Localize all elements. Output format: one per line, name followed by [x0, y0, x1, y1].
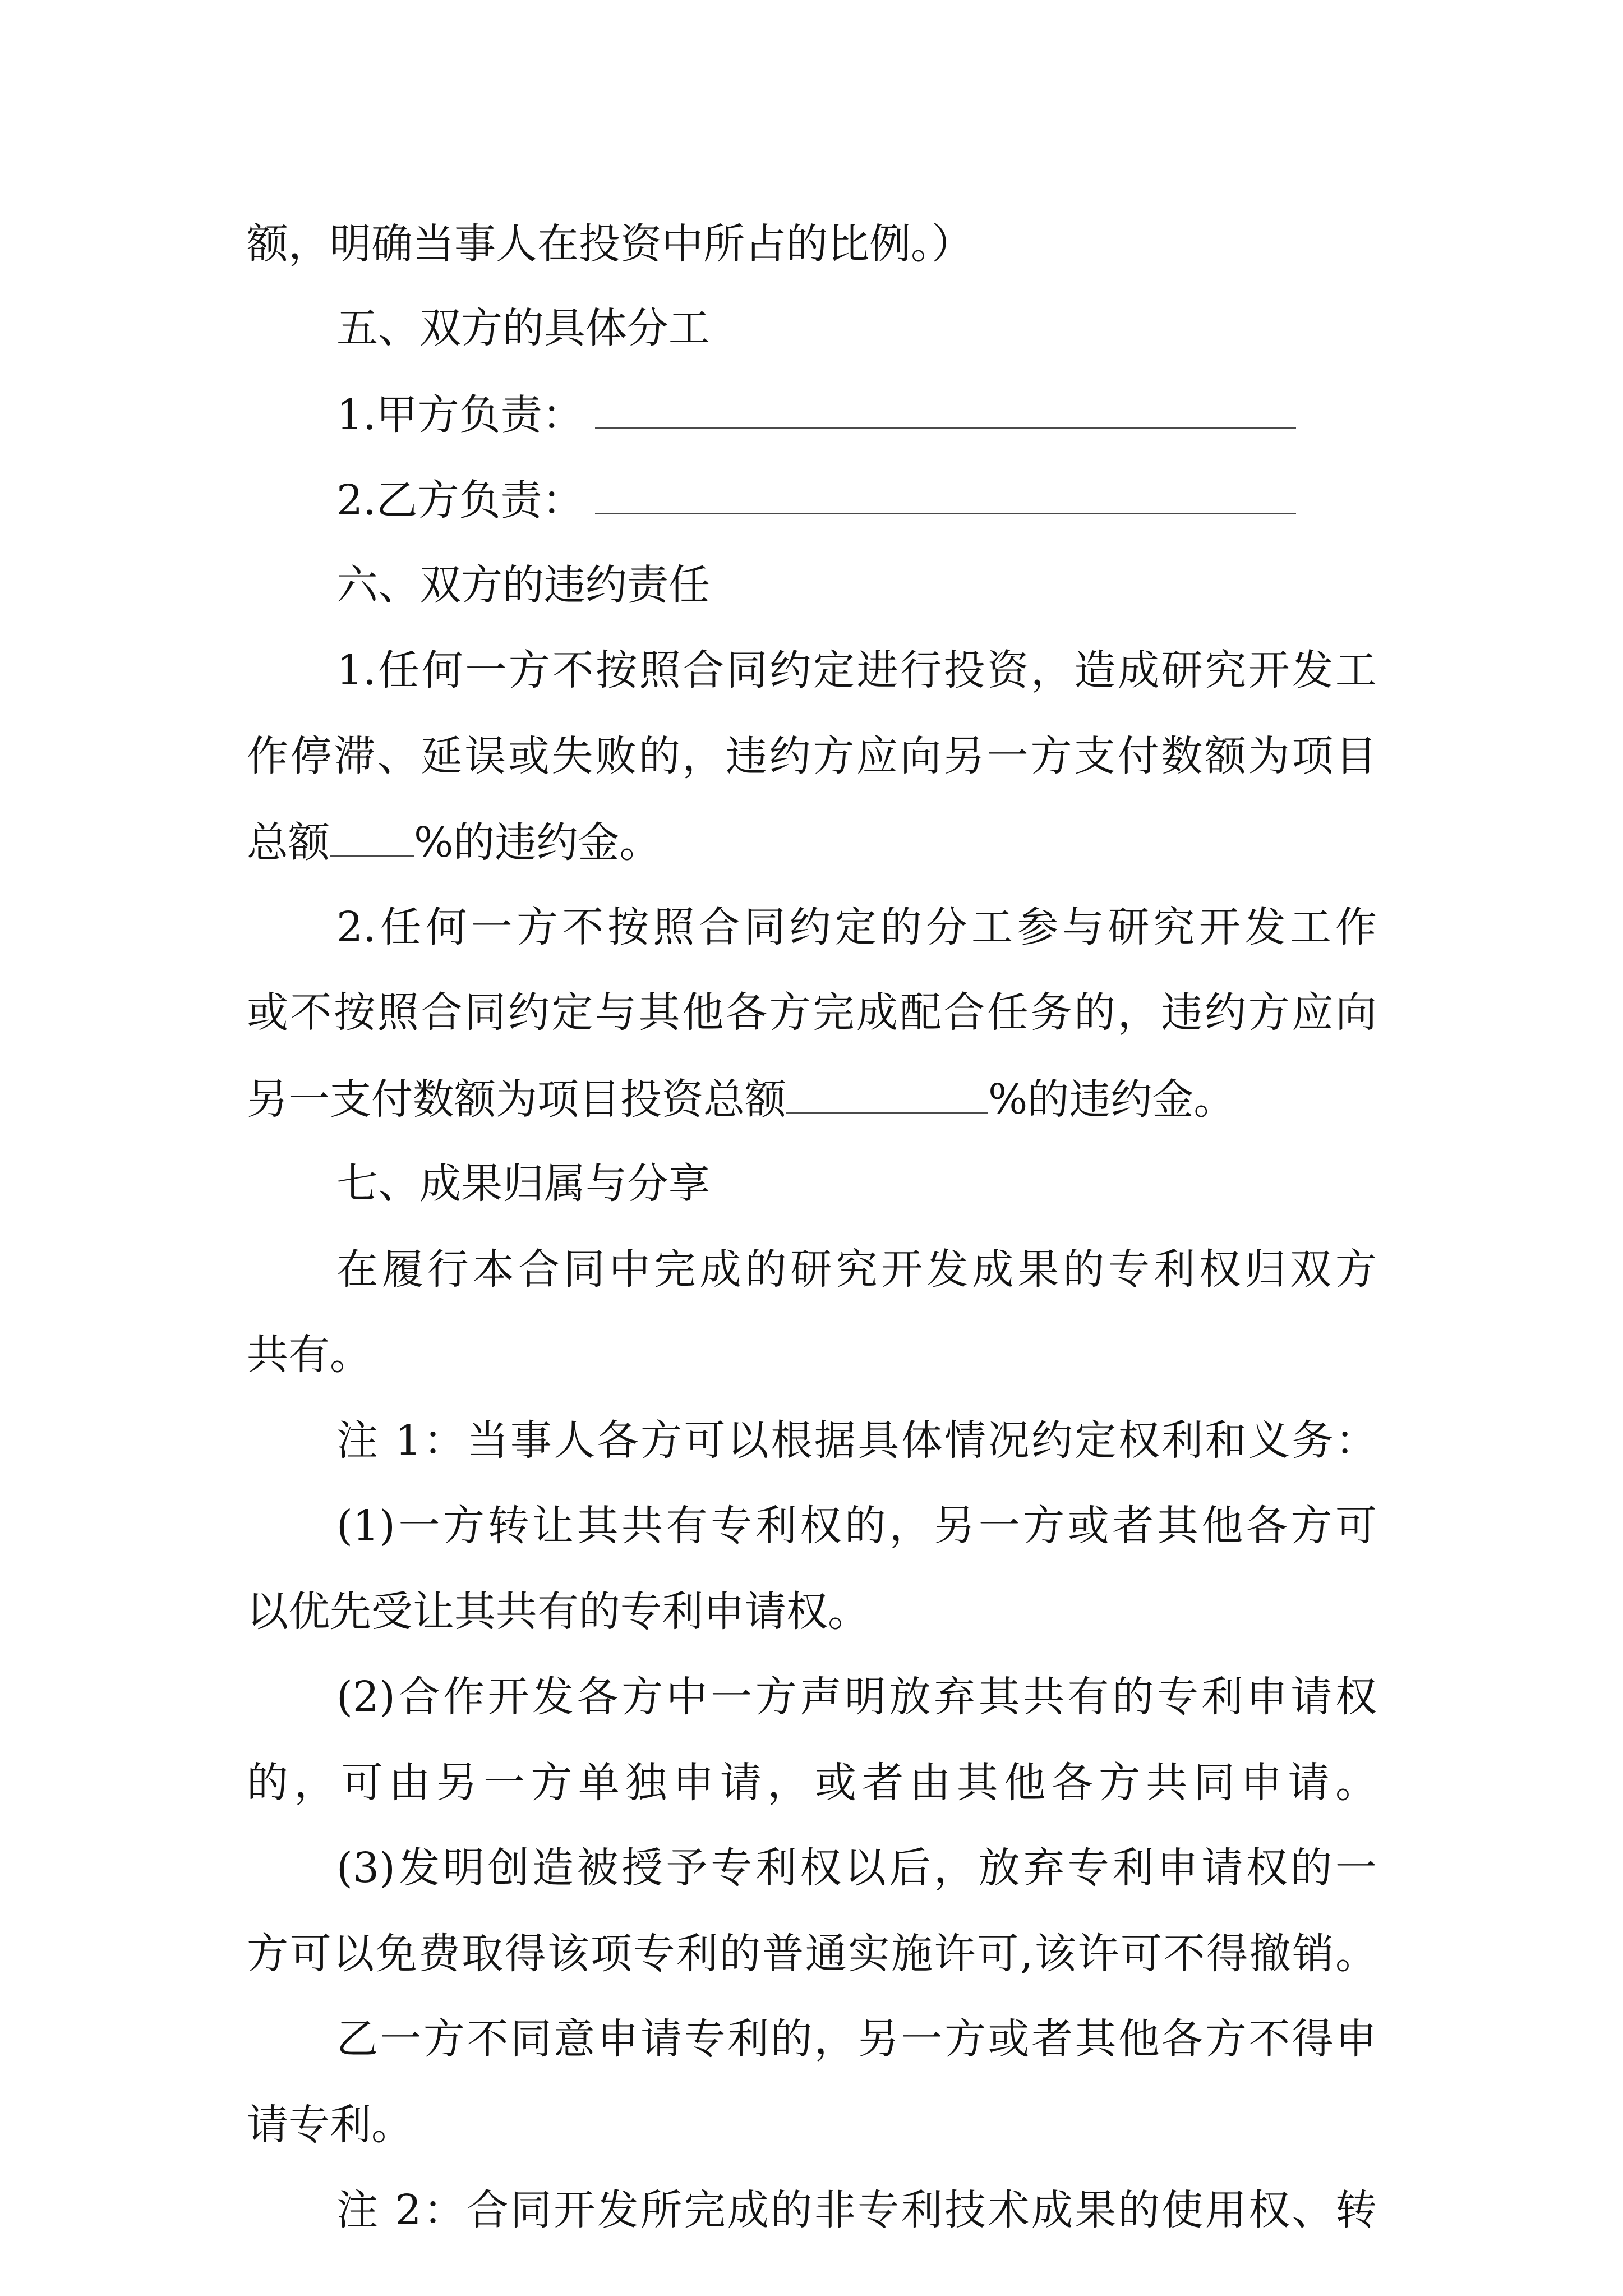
text-line-25: 请专利。	[247, 2101, 413, 2149]
penalty-percent-blank-1	[330, 813, 414, 857]
section-heading-5: 五、双方的具体分工	[336, 304, 710, 352]
penalty-line-2-suffix: %的违约金。	[988, 1075, 1235, 1124]
penalty-line-1-prefix: 总额	[247, 818, 330, 867]
note-1-line: 注 1：当事人各方可以根据具体情况约定权利和义务：	[336, 1416, 1377, 1465]
penalty-line-1-suffix: %的违约金。	[414, 818, 661, 867]
party-b-duty-line	[336, 471, 1296, 528]
text-line-22: (3)发明创造被授予专利权以后，放弃专利申请权的一	[336, 1844, 1377, 1892]
party-a-duty-line	[336, 386, 1296, 443]
text-line-18: (1)一方转让其共有专利权的，另一方或者其他各方可	[336, 1502, 1377, 1550]
text-line-11: 或不按照合同约定与其他各方完成配合任务的，违约方应向	[247, 988, 1377, 1037]
party-a-duty-label: 1.甲方负责：	[336, 391, 584, 439]
text-line-6: 1.任何一方不按照合同约定进行投资，造成研究开发工	[336, 646, 1377, 694]
section-heading-6: 六、双方的违约责任	[336, 561, 710, 609]
text-line-10: 2.任何一方不按照合同约定的分工参与研究开发工作	[336, 903, 1377, 951]
text-line-21: 的，可由另一方单独申请，或者由其他各方共同申请。	[247, 1759, 1377, 1807]
text-line-7: 作停滞、延误或失败的，违约方应向另一方支付数额为项目	[247, 732, 1377, 780]
party-b-duty-label: 2.乙方负责：	[336, 476, 584, 524]
note-2-line: 注 2：合同开发所完成的非专利技术成果的使用权、转	[336, 2186, 1377, 2234]
text-line-20: (2)合作开发各方中一方声明放弃其共有的专利申请权	[336, 1673, 1377, 1721]
penalty-percent-blank-2	[786, 1070, 988, 1114]
text-line-23: 方可以免费取得该项专利的普通实施许可,该许可不得撤销。	[247, 1930, 1377, 1978]
text-line-16: 共有。	[247, 1331, 371, 1379]
text-line-15: 在履行本合同中完成的研究开发成果的专利权归双方	[336, 1245, 1377, 1294]
party-a-duty-blank	[595, 386, 1296, 429]
text-line-24: 乙一方不同意申请专利的，另一方或者其他各方不得申	[336, 2015, 1377, 2063]
text-line-1: 额，明确当事人在投资中所占的比例。）	[247, 220, 973, 268]
section-heading-7: 七、成果归属与分享	[336, 1159, 710, 1208]
text-line-19: 以优先受让其共有的专利申请权。	[247, 1588, 869, 1636]
penalty-line-1	[247, 813, 661, 871]
penalty-line-2-prefix: 另一支付数额为项目投资总额	[247, 1075, 786, 1124]
penalty-line-2	[247, 1070, 1235, 1128]
party-b-duty-blank	[595, 471, 1296, 514]
